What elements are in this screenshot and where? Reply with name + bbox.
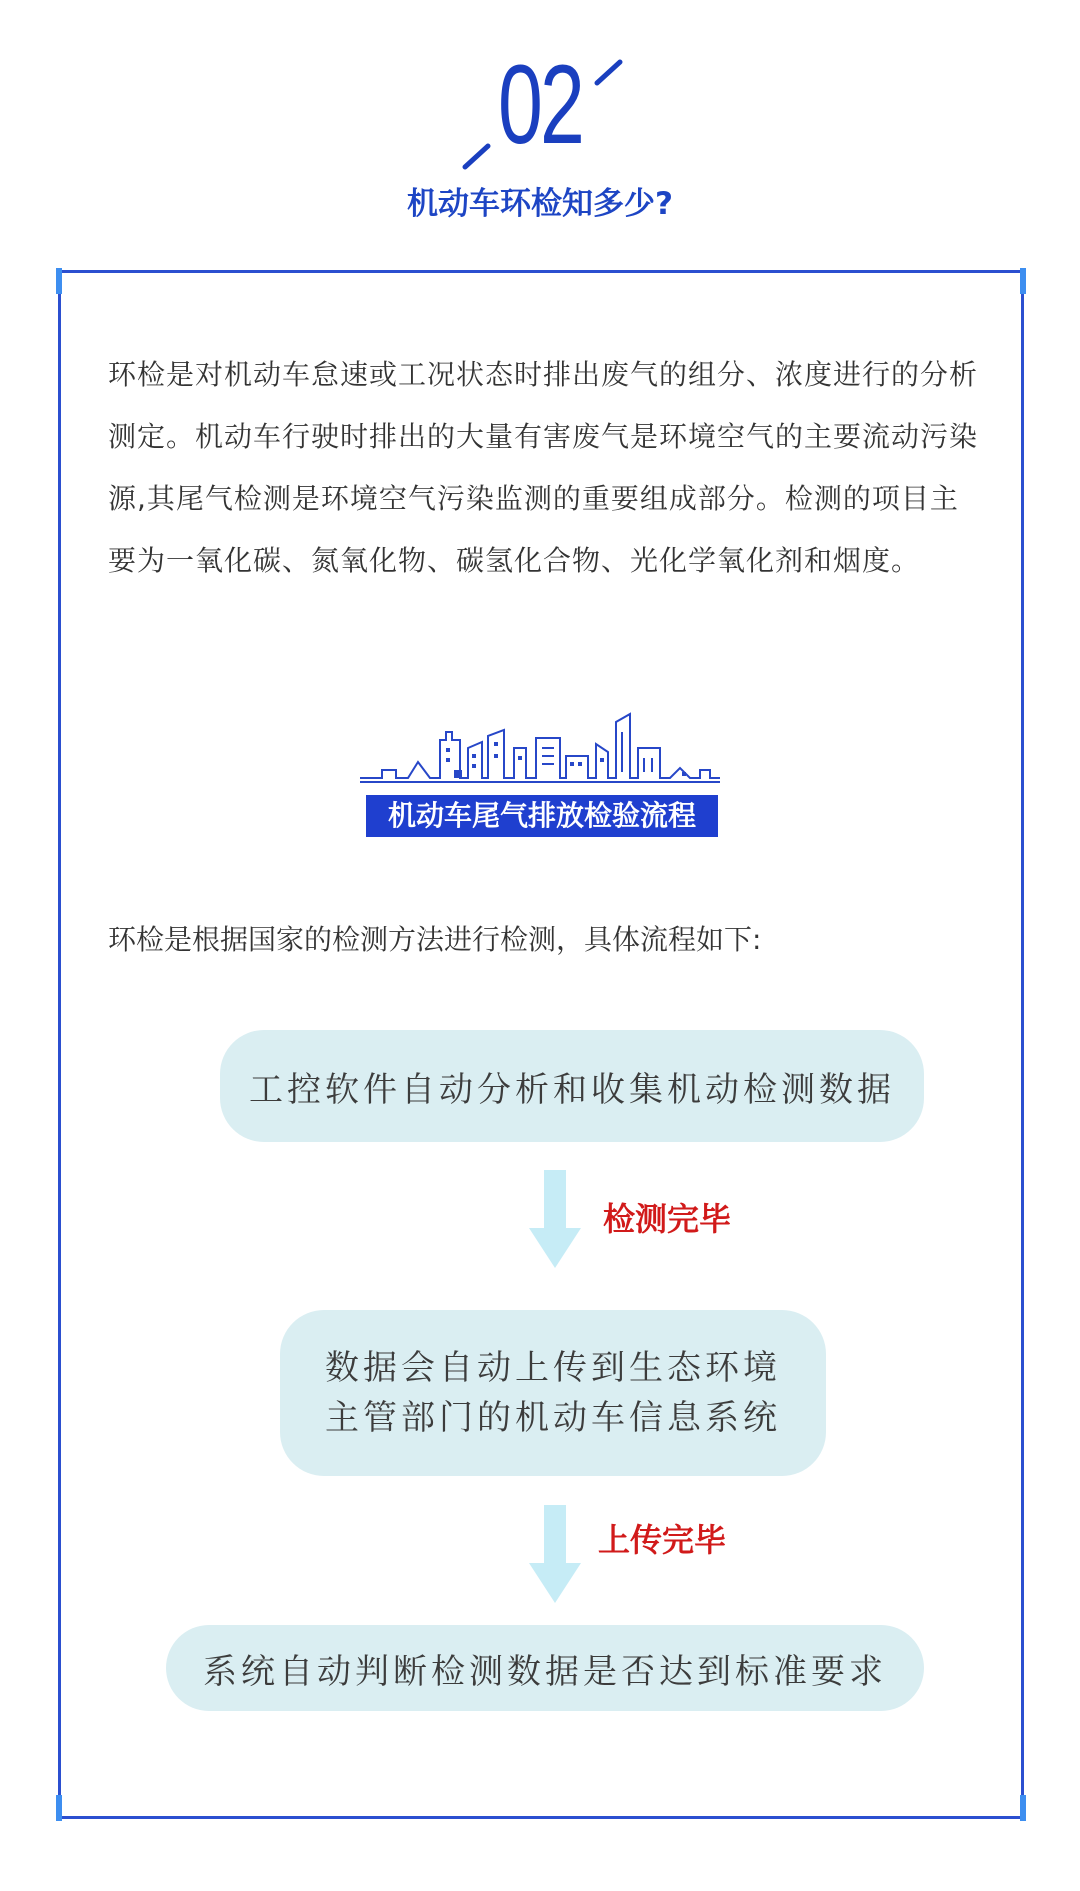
transition-label: 上传完毕 xyxy=(598,1521,727,1559)
flow-step-2 xyxy=(280,1310,826,1476)
flow-step-3: 系统自动判断检测数据是否达到标准要求 xyxy=(166,1625,924,1711)
section-number xyxy=(0,40,1080,180)
flow-title: 机动车尾气排放检验流程 xyxy=(366,795,718,837)
frame-corner xyxy=(1020,268,1026,294)
flow-step-2-line1: 数据会自动上传到生态环境 xyxy=(325,1348,781,1388)
city-skyline-icon xyxy=(360,712,720,786)
frame-corner xyxy=(1020,1795,1026,1821)
transition-label: 检测完毕 xyxy=(603,1200,732,1238)
slash-right-icon xyxy=(594,56,624,86)
frame-corner xyxy=(56,1795,62,1821)
frame-corner xyxy=(56,268,62,294)
intro-paragraph: 环检是对机动车怠速或工况状态时排出废气的组分、浓度进行的分析测定。机动车行驶时排出的大量有害废气是环境空气的主要流动污染源,其尾气检测是环境空气污染监测的重要组成部分。检测的项目主要为一氧化碳、氮氧化物、碳氢化合物、光化学氧化剂和烟度。 xyxy=(108,358,979,577)
down-arrow-icon xyxy=(525,1505,585,1605)
section-number-text: 02 xyxy=(498,42,582,167)
flow-intro: 环检是根据国家的检测方法进行检测，具体流程如下: xyxy=(108,923,762,956)
flow-step-2-line2: 主管部门的机动车信息系统 xyxy=(325,1398,781,1438)
flow-step-1: 工控软件自动分析和收集机动检测数据 xyxy=(220,1030,924,1142)
section-title: 机动车环检知多少? xyxy=(407,186,673,222)
down-arrow-icon xyxy=(525,1170,585,1270)
